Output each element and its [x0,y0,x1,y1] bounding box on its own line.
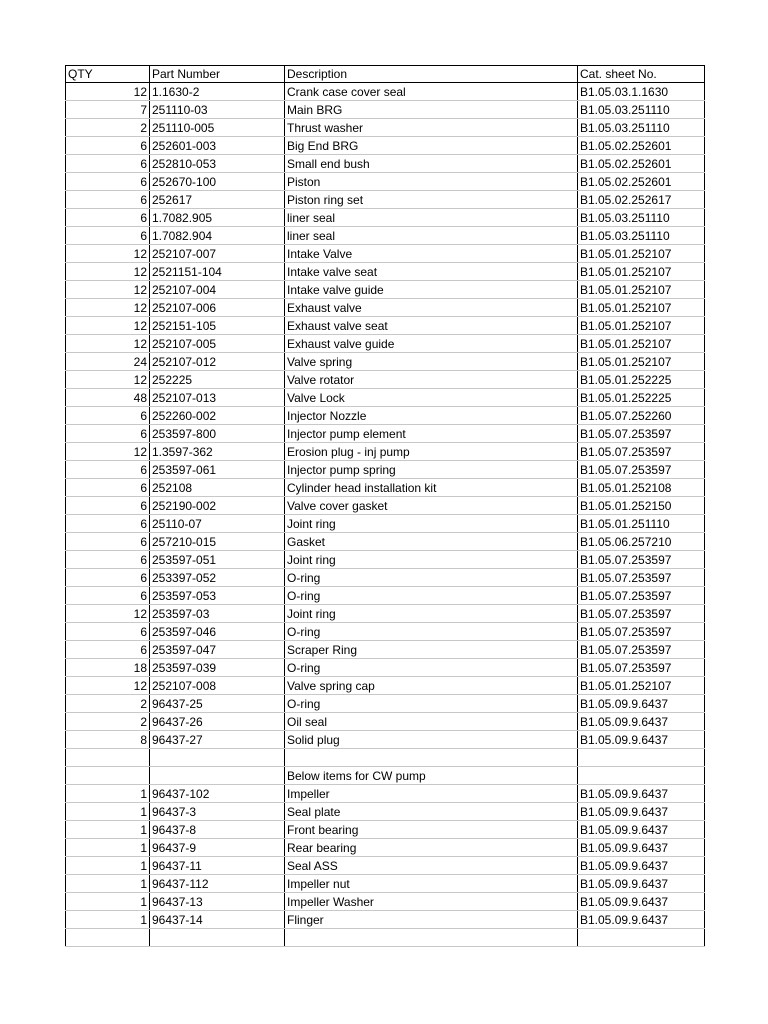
cell-description: O-ring [285,623,578,641]
cell-description: Gasket [285,533,578,551]
cell-cat-sheet-no: B1.05.07.253597 [578,587,705,605]
cell-part-number: 252670-100 [150,173,285,191]
cell-part-number: 96437-13 [150,893,285,911]
table-row [66,713,705,731]
parts-table [65,65,705,947]
cell-part-number: 252107-005 [150,335,285,353]
table-row [66,911,705,929]
cell-description: O-ring [285,587,578,605]
cell-cat-sheet-no: B1.05.01.252225 [578,371,705,389]
table-row [66,245,705,263]
cell-cat-sheet-no: B1.05.02.252601 [578,155,705,173]
header-cat-sheet-no: Cat. sheet No. [578,66,705,83]
cell-cat-sheet-no: B1.05.06.257210 [578,533,705,551]
cell-qty: 6 [66,425,150,443]
cell-cat-sheet-no: B1.05.07.253597 [578,461,705,479]
table-row [66,461,705,479]
cell-cat-sheet-no: B1.05.01.252150 [578,497,705,515]
cell-description: Main BRG [285,101,578,119]
cell-part-number: 253597-053 [150,587,285,605]
cell-part-number: 253597-03 [150,605,285,623]
table-row [66,551,705,569]
cell-qty: 6 [66,551,150,569]
cell-part-number: 96437-27 [150,731,285,749]
cell-qty: 2 [66,713,150,731]
table-row [66,839,705,857]
cell-cat-sheet-no: B1.05.07.253597 [578,605,705,623]
cell-cat-sheet-no: B1.05.07.252260 [578,407,705,425]
cell-qty: 6 [66,569,150,587]
table-row [66,119,705,137]
cell-qty: 12 [66,371,150,389]
table-row [66,191,705,209]
cell-qty: 6 [66,497,150,515]
cell-qty: 1 [66,803,150,821]
cell-part-number: 252107-008 [150,677,285,695]
cell-description: Joint ring [285,515,578,533]
table-row [66,785,705,803]
cell-description: O-ring [285,695,578,713]
cell-qty: 2 [66,119,150,137]
cell-qty: 1 [66,875,150,893]
cell-part-number: 253597-047 [150,641,285,659]
cell-qty: 12 [66,281,150,299]
cell-description: Intake valve guide [285,281,578,299]
cell-description: Impeller Washer [285,893,578,911]
table-row [66,515,705,533]
cell-part-number: 1.3597-362 [150,443,285,461]
cell-cat-sheet-no: B1.05.09.9.6437 [578,839,705,857]
cell-description: Solid plug [285,731,578,749]
table-row [66,569,705,587]
cell-qty: 12 [66,335,150,353]
table-row [66,443,705,461]
cell-qty: 6 [66,227,150,245]
cell-part-number: 253597-046 [150,623,285,641]
cell-description: Seal ASS [285,857,578,875]
cell-qty: 12 [66,677,150,695]
cell-part-number: 252107-006 [150,299,285,317]
cell-part-number: 257210-015 [150,533,285,551]
cell-part-number: 252107-012 [150,353,285,371]
cell-part-number: 96437-102 [150,785,285,803]
cell-description: Below items for CW pump [285,767,578,785]
cell-cat-sheet-no: B1.05.09.9.6437 [578,875,705,893]
cell-qty: 18 [66,659,150,677]
cell-cat-sheet-no: B1.05.01.252107 [578,263,705,281]
cell-part-number: 2521151-104 [150,263,285,281]
cell-cat-sheet-no: B1.05.01.252107 [578,353,705,371]
cell-description: Scraper Ring [285,641,578,659]
cell-description: Exhaust valve seat [285,317,578,335]
table-row [66,659,705,677]
cell-part-number: 96437-112 [150,875,285,893]
table-row [66,83,705,101]
cell-qty: 6 [66,461,150,479]
cell-description: Piston [285,173,578,191]
cell-part-number: 252107-004 [150,281,285,299]
cell-cat-sheet-no: B1.05.03.251110 [578,119,705,137]
cell-cat-sheet-no: B1.05.09.9.6437 [578,803,705,821]
cell-part-number: 252225 [150,371,285,389]
table-row [66,173,705,191]
cell-qty: 6 [66,191,150,209]
cell-part-number: 252108 [150,479,285,497]
cell-qty: 7 [66,101,150,119]
table-row [66,641,705,659]
cell-qty: 8 [66,731,150,749]
cell-qty [66,929,150,947]
cell-cat-sheet-no: B1.05.01.252107 [578,245,705,263]
cell-part-number: 252107-007 [150,245,285,263]
table-row [66,677,705,695]
cell-cat-sheet-no: B1.05.03.1.1630 [578,83,705,101]
cell-part-number: 96437-26 [150,713,285,731]
cell-part-number: 251110-03 [150,101,285,119]
cell-qty: 12 [66,245,150,263]
cell-part-number: 96437-3 [150,803,285,821]
cell-part-number: 252151-105 [150,317,285,335]
cell-description [285,749,578,767]
parts-list-sheet [65,65,704,947]
table-row [66,929,705,947]
cell-cat-sheet-no: B1.05.09.9.6437 [578,857,705,875]
table-row [66,695,705,713]
cell-part-number: 253597-051 [150,551,285,569]
cell-description: Oil seal [285,713,578,731]
cell-qty: 12 [66,443,150,461]
cell-qty: 6 [66,515,150,533]
cell-description: Thrust washer [285,119,578,137]
cell-cat-sheet-no: B1.05.01.252107 [578,677,705,695]
table-row [66,317,705,335]
cell-description: liner seal [285,209,578,227]
cell-cat-sheet-no: B1.05.02.252617 [578,191,705,209]
table-row [66,389,705,407]
table-row [66,479,705,497]
cell-part-number: 252260-002 [150,407,285,425]
cell-description: Erosion plug - inj pump [285,443,578,461]
cell-cat-sheet-no: B1.05.03.251110 [578,227,705,245]
header-qty: QTY [66,66,150,83]
cell-qty: 1 [66,911,150,929]
cell-part-number: 96437-9 [150,839,285,857]
cell-description: Exhaust valve [285,299,578,317]
cell-qty: 6 [66,479,150,497]
cell-cat-sheet-no: B1.05.01.252107 [578,317,705,335]
cell-part-number: 253397-052 [150,569,285,587]
cell-part-number: 252810-053 [150,155,285,173]
cell-qty: 1 [66,857,150,875]
cell-description: Joint ring [285,605,578,623]
cell-part-number: 253597-039 [150,659,285,677]
cell-description: Piston ring set [285,191,578,209]
cell-qty: 12 [66,317,150,335]
header-description: Description [285,66,578,83]
table-row [66,155,705,173]
header-row [66,66,705,83]
table-row [66,893,705,911]
table-row [66,353,705,371]
table-row [66,101,705,119]
table-row [66,497,705,515]
cell-part-number [150,767,285,785]
cell-qty: 12 [66,605,150,623]
cell-qty: 6 [66,623,150,641]
cell-cat-sheet-no: B1.05.01.252107 [578,335,705,353]
cell-qty [66,767,150,785]
table-row [66,875,705,893]
cell-qty: 6 [66,533,150,551]
cell-qty: 24 [66,353,150,371]
cell-cat-sheet-no: B1.05.09.9.6437 [578,785,705,803]
cell-part-number: 96437-14 [150,911,285,929]
cell-qty: 1 [66,785,150,803]
table-row [66,299,705,317]
table-row [66,623,705,641]
table-row [66,749,705,767]
cell-part-number: 96437-25 [150,695,285,713]
cell-description: Injector Nozzle [285,407,578,425]
cell-part-number: 96437-8 [150,821,285,839]
cell-description: Valve spring [285,353,578,371]
cell-description: Intake Valve [285,245,578,263]
table-row [66,281,705,299]
cell-qty [66,749,150,767]
cell-qty: 12 [66,83,150,101]
cell-description: Impeller [285,785,578,803]
cell-part-number: 1.7082.904 [150,227,285,245]
cell-cat-sheet-no: B1.05.09.9.6437 [578,821,705,839]
cell-cat-sheet-no: B1.05.03.251110 [578,101,705,119]
cell-cat-sheet-no: B1.05.09.9.6437 [578,713,705,731]
cell-cat-sheet-no: B1.05.07.253597 [578,569,705,587]
cell-description: Big End BRG [285,137,578,155]
cell-part-number: 253597-061 [150,461,285,479]
cell-description: O-ring [285,659,578,677]
cell-qty: 48 [66,389,150,407]
cell-cat-sheet-no [578,749,705,767]
cell-description: Valve cover gasket [285,497,578,515]
cell-part-number: 96437-11 [150,857,285,875]
cell-qty: 1 [66,893,150,911]
cell-qty: 6 [66,155,150,173]
cell-part-number: 251110-005 [150,119,285,137]
cell-cat-sheet-no: B1.05.07.253597 [578,641,705,659]
cell-part-number [150,929,285,947]
cell-description: Joint ring [285,551,578,569]
cell-cat-sheet-no: B1.05.07.253597 [578,551,705,569]
cell-cat-sheet-no: B1.05.02.252601 [578,173,705,191]
cell-description: Injector pump spring [285,461,578,479]
cell-qty: 6 [66,173,150,191]
table-row [66,425,705,443]
cell-description: Intake valve seat [285,263,578,281]
cell-description: Exhaust valve guide [285,335,578,353]
cell-cat-sheet-no: B1.05.09.9.6437 [578,911,705,929]
cell-description: Rear bearing [285,839,578,857]
cell-description: Impeller nut [285,875,578,893]
cell-cat-sheet-no: B1.05.03.251110 [578,209,705,227]
cell-description: Valve rotator [285,371,578,389]
table-row [66,407,705,425]
cell-qty: 2 [66,695,150,713]
cell-description [285,929,578,947]
cell-cat-sheet-no: B1.05.01.252107 [578,281,705,299]
cell-cat-sheet-no: B1.05.07.253597 [578,425,705,443]
table-row [66,227,705,245]
cell-part-number: 1.1630-2 [150,83,285,101]
cell-cat-sheet-no: B1.05.01.252107 [578,299,705,317]
table-row [66,263,705,281]
cell-qty: 6 [66,137,150,155]
table-row [66,803,705,821]
cell-qty: 12 [66,299,150,317]
table-row [66,209,705,227]
cell-cat-sheet-no: B1.05.07.253597 [578,659,705,677]
cell-part-number: 253597-800 [150,425,285,443]
cell-qty: 12 [66,263,150,281]
cell-qty: 1 [66,821,150,839]
cell-cat-sheet-no [578,929,705,947]
cell-description: Injector pump element [285,425,578,443]
table-row [66,587,705,605]
cell-cat-sheet-no: B1.05.07.253597 [578,443,705,461]
cell-part-number: 252601-003 [150,137,285,155]
cell-qty: 1 [66,839,150,857]
cell-cat-sheet-no: B1.05.02.252601 [578,137,705,155]
cell-part-number: 252190-002 [150,497,285,515]
cell-qty: 6 [66,587,150,605]
table-body [66,83,705,947]
cell-description: O-ring [285,569,578,587]
cell-description: liner seal [285,227,578,245]
cell-qty: 6 [66,209,150,227]
cell-description: Crank case cover seal [285,83,578,101]
cell-cat-sheet-no: B1.05.09.9.6437 [578,731,705,749]
cell-cat-sheet-no: B1.05.01.252225 [578,389,705,407]
cell-part-number [150,749,285,767]
table-row [66,821,705,839]
cell-description: Small end bush [285,155,578,173]
table-row [66,533,705,551]
cell-description: Seal plate [285,803,578,821]
cell-qty: 6 [66,407,150,425]
cell-cat-sheet-no: B1.05.09.9.6437 [578,893,705,911]
cell-cat-sheet-no [578,767,705,785]
cell-cat-sheet-no: B1.05.01.252108 [578,479,705,497]
header-part-number: Part Number [150,66,285,83]
table-row [66,767,705,785]
cell-description: Valve Lock [285,389,578,407]
table-row [66,857,705,875]
cell-description: Valve spring cap [285,677,578,695]
cell-description: Front bearing [285,821,578,839]
table-row [66,605,705,623]
cell-description: Cylinder head installation kit [285,479,578,497]
cell-part-number: 252617 [150,191,285,209]
cell-part-number: 252107-013 [150,389,285,407]
cell-cat-sheet-no: B1.05.01.251110 [578,515,705,533]
cell-cat-sheet-no: B1.05.07.253597 [578,623,705,641]
cell-part-number: 1.7082.905 [150,209,285,227]
cell-qty: 6 [66,641,150,659]
table-row [66,137,705,155]
cell-cat-sheet-no: B1.05.09.9.6437 [578,695,705,713]
cell-description: Flinger [285,911,578,929]
table-row [66,371,705,389]
cell-part-number: 25110-07 [150,515,285,533]
table-row [66,731,705,749]
table-row [66,335,705,353]
